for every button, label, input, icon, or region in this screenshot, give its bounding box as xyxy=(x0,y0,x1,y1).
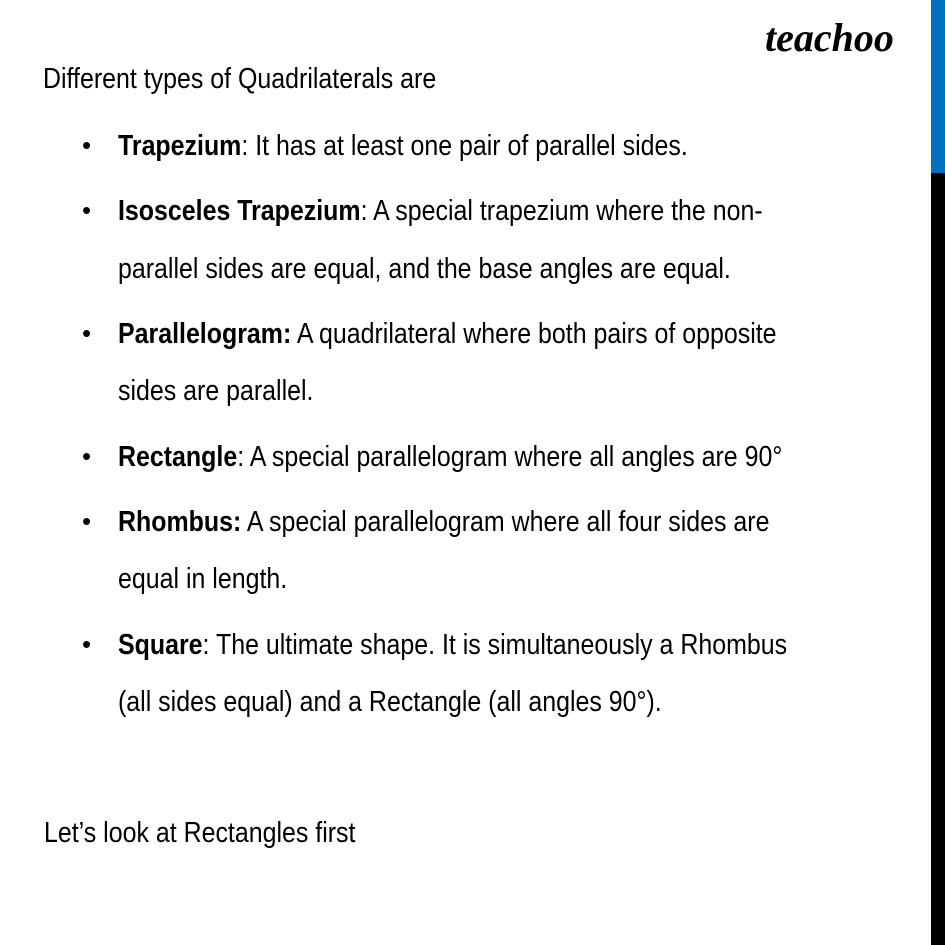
term-label: Isosceles Trapezium xyxy=(118,195,361,227)
list-item-line xyxy=(118,194,763,228)
accent-bar-blue xyxy=(931,0,945,173)
accent-bar-black xyxy=(931,173,945,945)
definition-text: A special trapezium where the non- xyxy=(367,195,763,227)
list-item-line xyxy=(118,129,688,163)
list-item-line xyxy=(118,505,769,539)
list-item-line xyxy=(118,628,787,662)
closing-text: Let’s look at Rectangles first xyxy=(44,817,356,849)
bullet-icon: • xyxy=(82,441,92,471)
definition-text: A special parallelogram where all four sides are xyxy=(241,506,770,538)
teachoo-logo: teachoo xyxy=(765,15,894,60)
bullet-icon: • xyxy=(82,318,92,348)
term-label: Square xyxy=(118,629,203,661)
term-separator: : xyxy=(237,441,245,473)
definition-continuation: sides are parallel. xyxy=(118,375,314,407)
bullet-icon: • xyxy=(82,506,92,536)
definition-text: A quadrilateral where both pairs of opposite xyxy=(291,318,777,350)
definition-text: It has at least one pair of parallel sides. xyxy=(248,130,688,162)
intro-text: Different types of Quadrilaterals are xyxy=(43,63,437,95)
term-label: Rectangle xyxy=(118,441,238,473)
term-separator: : xyxy=(241,130,249,162)
term-separator: : xyxy=(202,629,210,661)
term-label: Rhombus: xyxy=(118,506,242,538)
bullet-icon: • xyxy=(82,629,92,659)
definition-continuation: equal in length. xyxy=(118,563,288,595)
term-separator: : xyxy=(360,195,368,227)
list-item-line xyxy=(118,317,777,351)
term-label: Trapezium xyxy=(118,130,242,162)
term-label: Parallelogram: xyxy=(118,318,292,350)
list-item-line xyxy=(118,440,782,474)
bullet-icon: • xyxy=(82,130,92,160)
definition-text: The ultimate shape. It is simultaneously a Rhombus xyxy=(209,629,788,661)
bullet-icon: • xyxy=(82,195,92,225)
definition-continuation: (all sides equal) and a Rectangle (all angles 90°). xyxy=(118,686,662,718)
definition-continuation: parallel sides are equal, and the base angles are equal. xyxy=(118,253,731,285)
definition-text: A special parallelogram where all angles are 90° xyxy=(244,441,783,473)
